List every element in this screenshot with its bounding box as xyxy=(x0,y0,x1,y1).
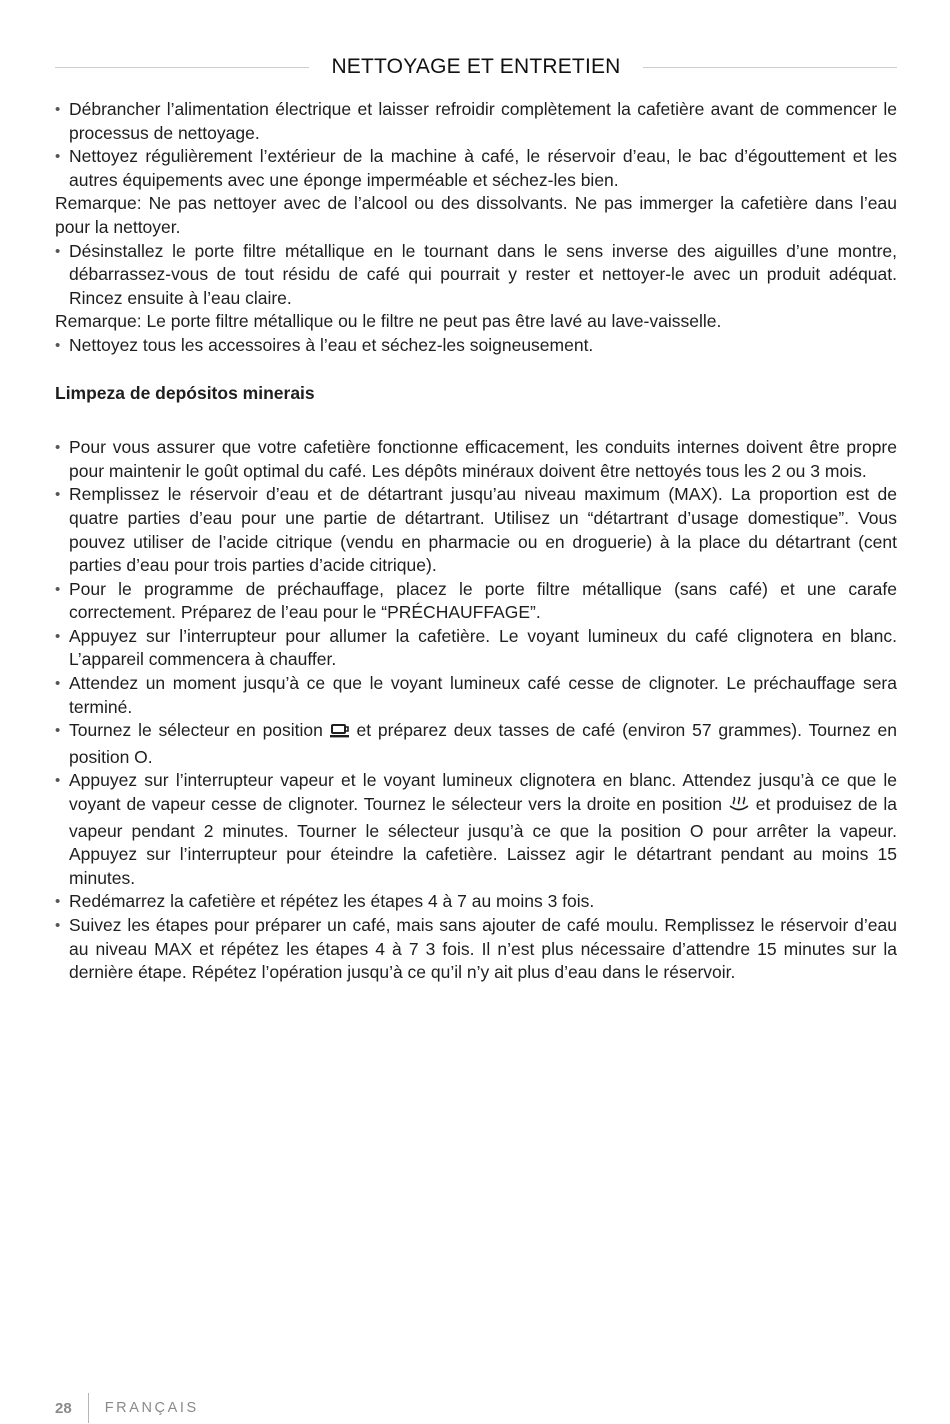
step-6-text-a: Tournez le sélecteur en position xyxy=(69,720,330,741)
remark-text: : Le porte filtre métallique ou le filtre ne peut pas être lavé au lave-vaisselle. xyxy=(136,311,722,332)
footer-language: FRANÇAIS xyxy=(104,1400,199,1416)
section-header xyxy=(55,52,897,82)
page-content xyxy=(55,98,897,985)
descaling-step-3: • Pour le programme de préchauffage, placez le porte filtre métallique (sans café) et une carafe correctement. Préparez de l’eau pour le “PRÉCHAUFFAGE”. xyxy=(55,578,897,625)
cleaning-bullet-accessories: • Nettoyez tous les accessoires à l’eau et séchez-les soigneusement. xyxy=(55,334,897,358)
step-7-text-b: et produisez de la vapeur pendant 2 minutes. Tourner le sélecteur jusqu’à ce que la position O pour arrêter la vapeur. Appuyez sur l’interrupteur pour éteindre la cafetière. Laissez agir le détartrant pendant au moins 15 minutes. xyxy=(69,794,897,888)
cleaning-remark-dishwasher xyxy=(55,310,897,334)
cleaning-bullet-filter-holder: • Désinstallez le porte filtre métallique en le tournant dans le sens inverse des aiguilles d’une montre, débarrassez-vous de tout résidu de café qui pourrait y rester et nettoyer-le avec un produit adéquat. Rincez ensuite à l’eau claire. xyxy=(55,240,897,311)
section-title: NETTOYAGE ET ENTRETIEN xyxy=(331,55,621,78)
remark-label: Remarque xyxy=(55,193,137,214)
cleaning-bullet-unplug: • Débrancher l’alimentation électrique et laisser refroidir complètement la cafetière avant de commencer le processus de nettoyage. xyxy=(55,98,897,145)
header-rule-right xyxy=(643,67,897,68)
descaling-step-7 xyxy=(55,769,897,890)
descaling-step-8: • Redémarrez la cafetière et répétez les étapes 4 à 7 au moins 3 fois. xyxy=(55,890,897,914)
remark-text: : Ne pas nettoyer avec de l’alcool ou des dissolvants. Ne pas immerger la cafetière dans l’eau pour la nettoyer. xyxy=(55,193,897,237)
step-7-text-a: Appuyez sur l’interrupteur vapeur et le voyant lumineux clignotera en blanc. Attendez jusqu’à ce que le voyant de vapeur cesse de clignoter. Tournez le sélecteur vers la droite en position xyxy=(69,770,897,815)
descaling-step-1: • Pour vous assurer que votre cafetière fonctionne efficacement, les conduits internes doivent être propre pour maintenir le goût optimal du café. Les dépôts minéraux doivent être nettoyés tous les 2 ou 3 mois. xyxy=(55,436,897,483)
steam-icon xyxy=(728,795,750,820)
page-footer xyxy=(55,1392,199,1424)
descaling-step-6 xyxy=(55,719,897,769)
step-6-text-b: et préparez deux tasses de café (environ 57 grammes). Tournez en position O. xyxy=(69,720,898,767)
header-rule-left xyxy=(55,67,309,68)
cleaning-bullet-exterior: • Nettoyez régulièrement l’extérieur de la machine à café, le réservoir d’eau, le bac d’égouttement et les autres équipements avec une éponge imperméable et séchez-les bien. xyxy=(55,145,897,192)
descaling-step-4: • Appuyez sur l’interrupteur pour allumer la cafetière. Le voyant lumineux du café clignotera en blanc. L’appareil commencera à chauffer. xyxy=(55,625,897,672)
footer-divider xyxy=(88,1393,89,1423)
coffee-cup-icon xyxy=(330,722,350,746)
descaling-step-5: • Attendez un moment jusqu’à ce que le voyant lumineux café cesse de clignoter. Le préchauffage sera terminé. xyxy=(55,672,897,719)
remark-label: Remarque xyxy=(55,311,137,332)
descaling-step-2: • Remplissez le réservoir d’eau et de détartrant jusqu’au niveau maximum (MAX). La proportion est de quatre parties d’eau pour une partie de détartrant. Utilisez un “détartrant d’usage domestique”. Vous pouvez utiliser de l’acide citrique (vendu en pharmacie ou en droguerie) à la place du détartrant (cent parties d’eau pour trois parties d’acide citrique). xyxy=(55,483,897,577)
cleaning-remark-alcohol xyxy=(55,192,897,239)
descaling-step-9: • Suivez les étapes pour préparer un café, mais sans ajouter de café moulu. Remplissez le réservoir d’eau au niveau MAX et répétez les étapes 4 à 7 3 fois. Il n’est plus nécessaire d’attendre 15 minutes sur la dernière étape. Répétez l’opération jusqu’à ce qu’il n’y ait plus d’eau dans le réservoir. xyxy=(55,914,897,985)
descaling-heading: Limpeza de depósitos minerais xyxy=(55,382,315,403)
page-number: 28 xyxy=(55,1399,72,1417)
